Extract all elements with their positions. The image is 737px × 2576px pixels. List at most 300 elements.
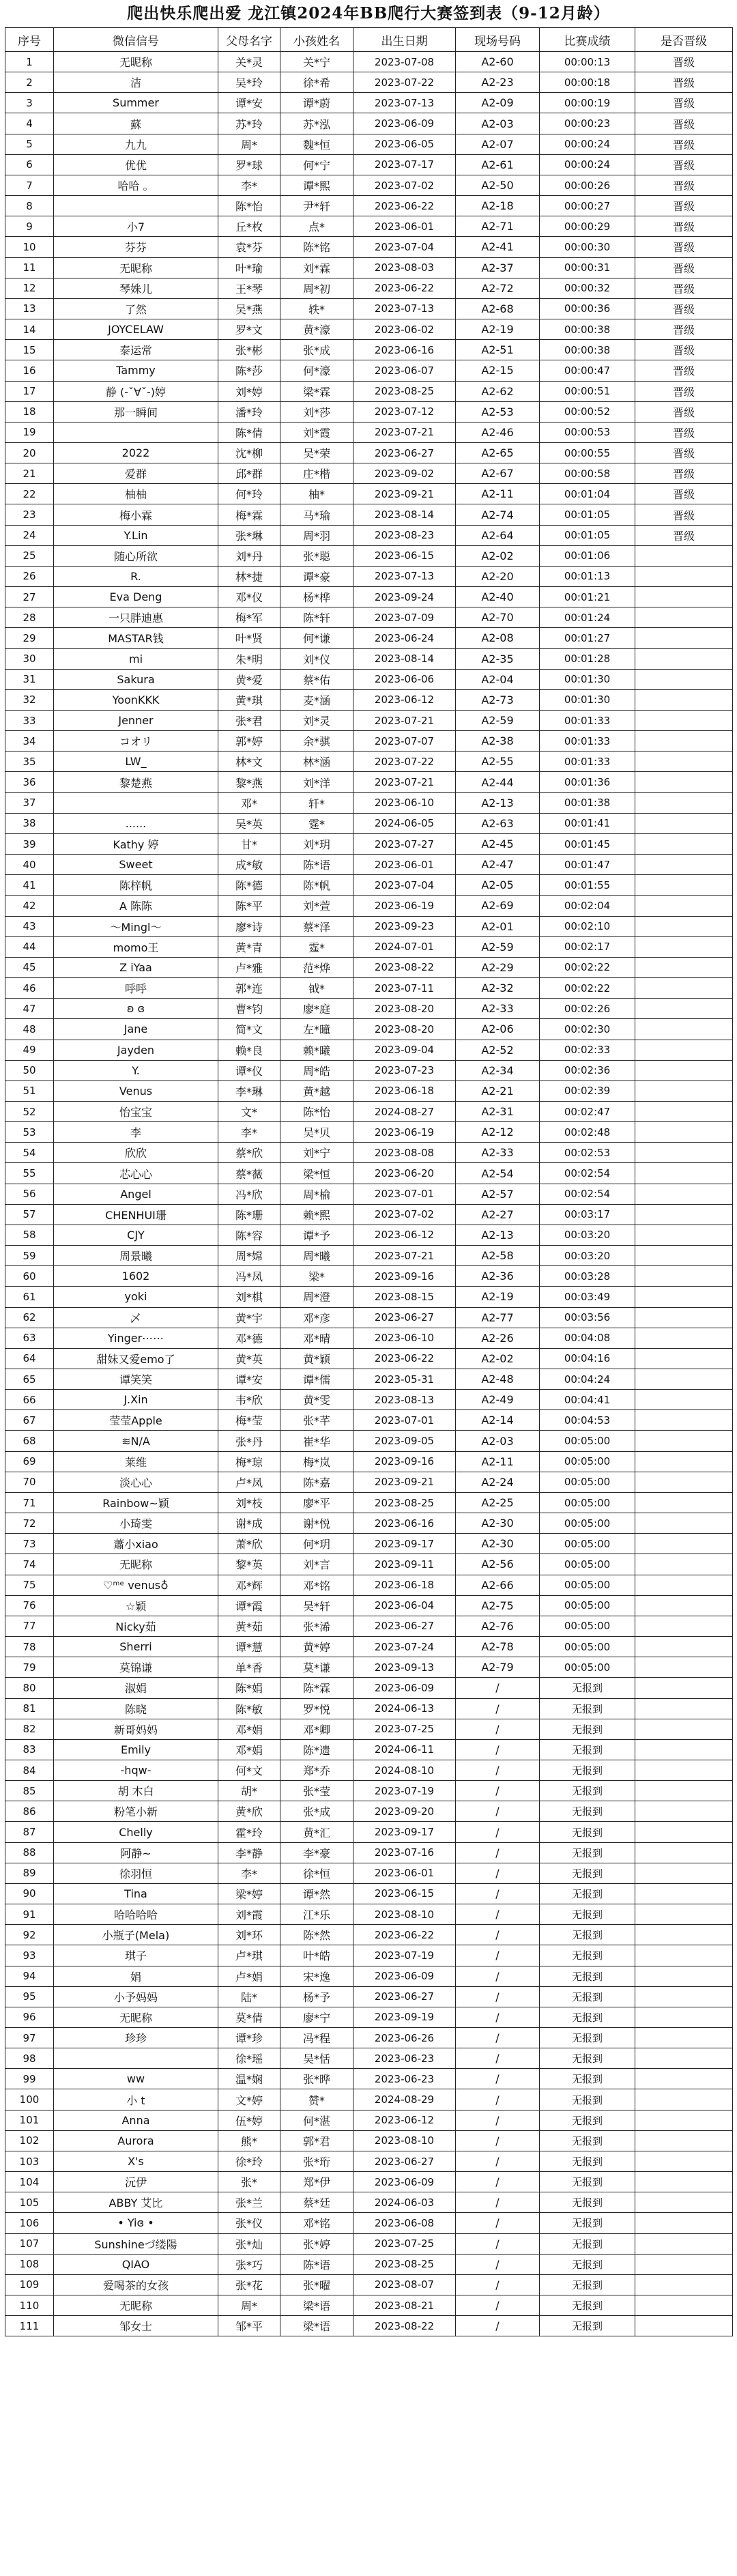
cell-birthdate: 2023-06-16 xyxy=(353,1513,456,1534)
cell-child: 谭*豪 xyxy=(280,566,353,586)
cell-parent: 刘*环 xyxy=(218,1925,280,1945)
cell-advance xyxy=(635,1925,733,1945)
cell-child: 杨*予 xyxy=(280,1986,353,2007)
cell-child: 张*晔 xyxy=(280,2069,353,2089)
cell-birthdate: 2023-07-21 xyxy=(353,1246,456,1266)
cell-advance xyxy=(635,896,733,916)
cell-advance xyxy=(635,1760,733,1780)
table-row xyxy=(5,999,733,1019)
cell-advance xyxy=(635,1739,733,1760)
table-row xyxy=(5,340,733,360)
cell-index: 85 xyxy=(5,1781,54,1801)
cell-result: 00:02:22 xyxy=(540,978,635,999)
cell-number: / xyxy=(456,2295,540,2316)
cell-index: 54 xyxy=(5,1143,54,1163)
cell-wechat: 随心所欲 xyxy=(54,545,218,566)
table-row xyxy=(5,2007,733,2027)
cell-result: 00:02:39 xyxy=(540,1081,635,1101)
cell-wechat: CHENHUI珊 xyxy=(54,1204,218,1225)
cell-parent: 冯*凤 xyxy=(218,1266,280,1287)
cell-parent: 罗*球 xyxy=(218,154,280,175)
cell-number: / xyxy=(456,2213,540,2233)
cell-wechat: Z iYaa xyxy=(54,957,218,977)
cell-advance xyxy=(635,1966,733,1986)
cell-index: 103 xyxy=(5,2151,54,2171)
cell-child: 黄*濠 xyxy=(280,319,353,340)
cell-wechat: 九九 xyxy=(54,134,218,154)
cell-child: 郭*君 xyxy=(280,2130,353,2151)
cell-result: 00:03:17 xyxy=(540,1204,635,1225)
cell-result: 00:01:41 xyxy=(540,813,635,833)
cell-birthdate: 2023-07-25 xyxy=(353,2233,456,2254)
cell-birthdate: 2023-06-24 xyxy=(353,628,456,648)
cell-child: 蔡*泽 xyxy=(280,916,353,936)
cell-result: 00:02:30 xyxy=(540,1019,635,1040)
cell-wechat: 哈哈 。 xyxy=(54,175,218,195)
cell-number: A2-03 xyxy=(456,113,540,134)
cell-birthdate: 2023-06-26 xyxy=(353,2028,456,2048)
cell-number: A2-53 xyxy=(456,401,540,422)
cell-wechat: YoonKKK xyxy=(54,689,218,710)
table-row xyxy=(5,711,733,731)
cell-birthdate: 2024-06-11 xyxy=(353,1739,456,1760)
cell-index: 1 xyxy=(5,52,54,72)
cell-child: 轶* xyxy=(280,298,353,319)
cell-birthdate: 2023-09-16 xyxy=(353,1451,456,1472)
cell-index: 55 xyxy=(5,1163,54,1184)
table-row xyxy=(5,1246,733,1266)
cell-wechat: Emily xyxy=(54,1739,218,1760)
cell-result: 无报到 xyxy=(540,1925,635,1945)
cell-advance xyxy=(635,1904,733,1925)
cell-wechat: X's xyxy=(54,2151,218,2171)
table-row xyxy=(5,936,733,957)
cell-parent: 林*捷 xyxy=(218,566,280,586)
cell-number: A2-78 xyxy=(456,1637,540,1657)
table-row xyxy=(5,93,733,113)
cell-result: 00:01:28 xyxy=(540,648,635,669)
table-row xyxy=(5,628,733,648)
cell-birthdate: 2023-08-10 xyxy=(353,1904,456,1925)
cell-advance xyxy=(635,978,733,999)
cell-wechat: 琪子 xyxy=(54,1945,218,1966)
cell-wechat: 梅小霖 xyxy=(54,504,218,525)
cell-result: 00:00:32 xyxy=(540,278,635,298)
cell-advance xyxy=(635,1019,733,1040)
table-row xyxy=(5,278,733,298)
cell-number: A2-41 xyxy=(456,237,540,257)
cell-index: 39 xyxy=(5,833,54,854)
cell-birthdate: 2023-06-23 xyxy=(353,2048,456,2069)
cell-number: A2-21 xyxy=(456,1081,540,1101)
cell-index: 89 xyxy=(5,1863,54,1883)
cell-parent: 张*兰 xyxy=(218,2192,280,2213)
cell-child: 徐*希 xyxy=(280,72,353,93)
cell-number: / xyxy=(456,1822,540,1842)
cell-wechat: 李 xyxy=(54,1122,218,1143)
cell-number: / xyxy=(456,1801,540,1822)
cell-number: A2-64 xyxy=(456,525,540,545)
cell-child: 何*谦 xyxy=(280,628,353,648)
cell-child: 吴*轩 xyxy=(280,1595,353,1616)
cell-index: 34 xyxy=(5,731,54,752)
cell-birthdate: 2023-06-02 xyxy=(353,319,456,340)
cell-child: 江*乐 xyxy=(280,1904,353,1925)
cell-parent: 谭*霞 xyxy=(218,1595,280,1616)
cell-wechat: CJY xyxy=(54,1225,218,1245)
cell-parent: 关*灵 xyxy=(218,52,280,72)
cell-number: A2-23 xyxy=(456,72,540,93)
cell-advance xyxy=(635,772,733,792)
cell-index: 69 xyxy=(5,1451,54,1472)
cell-child: 周*曦 xyxy=(280,1246,353,1266)
cell-advance xyxy=(635,2028,733,2048)
cell-child: 刘*莎 xyxy=(280,401,353,422)
cell-index: 7 xyxy=(5,175,54,195)
cell-result: 00:02:22 xyxy=(540,957,635,977)
cell-result: 00:05:00 xyxy=(540,1513,635,1534)
table-row xyxy=(5,237,733,257)
cell-birthdate: 2024-07-01 xyxy=(353,936,456,957)
cell-parent: 李* xyxy=(218,175,280,195)
cell-number: / xyxy=(456,2192,540,2213)
cell-number: A2-36 xyxy=(456,1266,540,1287)
cell-child: 梁* xyxy=(280,1266,353,1287)
cell-child: 黄*越 xyxy=(280,1081,353,1101)
cell-result: 00:00:53 xyxy=(540,422,635,442)
cell-result: 00:02:04 xyxy=(540,896,635,916)
cell-number: A2-49 xyxy=(456,1390,540,1410)
cell-index: 77 xyxy=(5,1616,54,1636)
cell-advance xyxy=(635,2213,733,2233)
cell-number: A2-34 xyxy=(456,1060,540,1081)
table-row xyxy=(5,463,733,484)
cell-number: A2-57 xyxy=(456,1184,540,1204)
cell-advance xyxy=(635,1842,733,1863)
cell-child: 周*皓 xyxy=(280,1060,353,1081)
table-row xyxy=(5,1822,733,1842)
cell-index: 28 xyxy=(5,607,54,628)
cell-number: A2-45 xyxy=(456,833,540,854)
cell-parent: 张*灿 xyxy=(218,2233,280,2254)
cell-number: A2-25 xyxy=(456,1492,540,1513)
table-row xyxy=(5,2151,733,2171)
table-row xyxy=(5,1595,733,1616)
cell-wechat: MASTAR钱 xyxy=(54,628,218,648)
table-row xyxy=(5,1925,733,1945)
cell-wechat: Sakura xyxy=(54,669,218,689)
cell-result: 00:05:00 xyxy=(540,1575,635,1595)
cell-parent: 刘*婷 xyxy=(218,381,280,401)
cell-number: A2-38 xyxy=(456,731,540,752)
cell-number: A2-50 xyxy=(456,175,540,195)
cell-wechat: Y.Lin xyxy=(54,525,218,545)
cell-number: A2-48 xyxy=(456,1369,540,1390)
cell-index: 5 xyxy=(5,134,54,154)
cell-advance xyxy=(635,1595,733,1616)
cell-index: 80 xyxy=(5,1678,54,1698)
cell-index: 63 xyxy=(5,1328,54,1348)
cell-wechat: 莫锦谦 xyxy=(54,1657,218,1678)
cell-birthdate: 2023-07-17 xyxy=(353,154,456,175)
cell-number: A2-06 xyxy=(456,1019,540,1040)
cell-birthdate: 2023-07-02 xyxy=(353,175,456,195)
cell-index: 93 xyxy=(5,1945,54,1966)
cell-parent: 黄*英 xyxy=(218,1348,280,1369)
cell-birthdate: 2023-06-15 xyxy=(353,545,456,566)
cell-advance xyxy=(635,628,733,648)
cell-result: 00:00:51 xyxy=(540,381,635,401)
cell-result: 00:05:00 xyxy=(540,1657,635,1678)
cell-parent: 韦*欣 xyxy=(218,1390,280,1410)
table-row xyxy=(5,72,733,93)
cell-result: 00:01:33 xyxy=(540,752,635,772)
cell-result: 00:04:24 xyxy=(540,1369,635,1390)
cell-child: 赞* xyxy=(280,2089,353,2110)
cell-birthdate: 2023-08-25 xyxy=(353,2254,456,2274)
cell-birthdate: 2023-07-22 xyxy=(353,72,456,93)
cell-result: 00:02:48 xyxy=(540,1122,635,1143)
cell-index: 79 xyxy=(5,1657,54,1678)
cell-number: A2-29 xyxy=(456,957,540,977)
cell-advance: 晋级 xyxy=(635,93,733,113)
cell-birthdate: 2023-06-10 xyxy=(353,1328,456,1348)
cell-wechat xyxy=(54,792,218,813)
cell-child: 刘*玥 xyxy=(280,833,353,854)
cell-birthdate: 2023-09-19 xyxy=(353,2007,456,2027)
cell-birthdate: 2023-06-15 xyxy=(353,1883,456,1904)
cell-wechat: 周景曦 xyxy=(54,1246,218,1266)
cell-child: 黄*颖 xyxy=(280,1348,353,1369)
cell-parent: 胡* xyxy=(218,1781,280,1801)
cell-index: 73 xyxy=(5,1534,54,1554)
cell-child: 刘*仪 xyxy=(280,648,353,669)
cell-child: 陈*帆 xyxy=(280,875,353,896)
table-row xyxy=(5,648,733,669)
cell-number: / xyxy=(456,2172,540,2192)
cell-number: / xyxy=(456,2151,540,2171)
cell-number: A2-44 xyxy=(456,772,540,792)
cell-wechat: 蕭小xiao xyxy=(54,1534,218,1554)
cell-result: 00:04:41 xyxy=(540,1390,635,1410)
cell-child: 马*瑜 xyxy=(280,504,353,525)
cell-birthdate: 2024-06-13 xyxy=(353,1698,456,1719)
cell-birthdate: 2023-07-27 xyxy=(353,833,456,854)
cell-index: 45 xyxy=(5,957,54,977)
cell-birthdate: 2023-06-06 xyxy=(353,669,456,689)
cell-number: A2-60 xyxy=(456,52,540,72)
cell-birthdate: 2023-06-01 xyxy=(353,855,456,875)
cell-number: A2-75 xyxy=(456,1595,540,1616)
cell-child: 梁*霖 xyxy=(280,381,353,401)
table-row xyxy=(5,52,733,72)
cell-child: 陈*怡 xyxy=(280,1101,353,1121)
table-row xyxy=(5,1307,733,1328)
cell-number: A2-65 xyxy=(456,442,540,463)
cell-child: 蔡*佑 xyxy=(280,669,353,689)
cell-result: 00:01:21 xyxy=(540,587,635,607)
cell-number: A2-24 xyxy=(456,1472,540,1492)
cell-advance: 晋级 xyxy=(635,113,733,134)
cell-advance: 晋级 xyxy=(635,196,733,216)
cell-index: 36 xyxy=(5,772,54,792)
cell-child: 陈*语 xyxy=(280,855,353,875)
cell-birthdate: 2023-06-18 xyxy=(353,1081,456,1101)
cell-index: 20 xyxy=(5,442,54,463)
cell-advance xyxy=(635,2007,733,2027)
cell-advance xyxy=(635,1883,733,1904)
table-row xyxy=(5,134,733,154)
cell-advance: 晋级 xyxy=(635,298,733,319)
cell-index: 2 xyxy=(5,72,54,93)
table-row xyxy=(5,1637,733,1657)
cell-advance xyxy=(635,1369,733,1390)
cell-advance: 晋级 xyxy=(635,484,733,504)
cell-parent: 李*琳 xyxy=(218,1081,280,1101)
cell-index: 78 xyxy=(5,1637,54,1657)
cell-result: 00:00:31 xyxy=(540,257,635,278)
cell-advance: 晋级 xyxy=(635,134,733,154)
cell-parent: 李* xyxy=(218,1863,280,1883)
cell-birthdate: 2023-09-02 xyxy=(353,463,456,484)
cell-index: 70 xyxy=(5,1472,54,1492)
cell-result: 00:01:30 xyxy=(540,689,635,710)
cell-child: 梅*岚 xyxy=(280,1451,353,1472)
cell-child: 刘*霖 xyxy=(280,257,353,278)
cell-advance xyxy=(635,2130,733,2151)
table-row xyxy=(5,1657,733,1678)
table-row xyxy=(5,2295,733,2316)
cell-result: 无报到 xyxy=(540,2192,635,2213)
cell-birthdate: 2023-08-14 xyxy=(353,504,456,525)
cell-wechat: 粉笔小新 xyxy=(54,1801,218,1822)
table-row xyxy=(5,1163,733,1184)
cell-number: A2-13 xyxy=(456,1225,540,1245)
cell-number: / xyxy=(456,2089,540,2110)
cell-number: A2-11 xyxy=(456,484,540,504)
cell-parent: 何*文 xyxy=(218,1760,280,1780)
cell-number: A2-01 xyxy=(456,916,540,936)
cell-parent: 刘*霞 xyxy=(218,1904,280,1925)
cell-child: 谭*予 xyxy=(280,1225,353,1245)
cell-child: 邓*彦 xyxy=(280,1307,353,1328)
cell-parent: 叶*瑜 xyxy=(218,257,280,278)
cell-number: / xyxy=(456,1904,540,1925)
cell-advance xyxy=(635,1307,733,1328)
cell-parent: 何*玲 xyxy=(218,484,280,504)
cell-child: 冯*程 xyxy=(280,2028,353,2048)
cell-result: 无报到 xyxy=(540,1945,635,1966)
table-row xyxy=(5,1204,733,1225)
cell-advance xyxy=(635,916,733,936)
cell-index: 32 xyxy=(5,689,54,710)
table-row xyxy=(5,1101,733,1121)
cell-parent: 张*仪 xyxy=(218,2213,280,2233)
cell-index: 91 xyxy=(5,1904,54,1925)
cell-number: / xyxy=(456,2069,540,2089)
cell-parent: 邓*娟 xyxy=(218,1719,280,1739)
cell-birthdate: 2023-06-23 xyxy=(353,2069,456,2089)
table-row xyxy=(5,2192,733,2213)
cell-child: 廖*平 xyxy=(280,1492,353,1513)
cell-parent: 梅*琼 xyxy=(218,1451,280,1472)
cell-parent: 卢*雅 xyxy=(218,957,280,977)
cell-index: 3 xyxy=(5,93,54,113)
cell-index: 56 xyxy=(5,1184,54,1204)
cell-result: 无报到 xyxy=(540,2007,635,2027)
cell-number: A2-11 xyxy=(456,1451,540,1472)
cell-result: 00:01:05 xyxy=(540,525,635,545)
cell-number: / xyxy=(456,2007,540,2027)
table-row xyxy=(5,1904,733,1925)
cell-advance xyxy=(635,1986,733,2007)
table-row xyxy=(5,1883,733,1904)
cell-parent: 黄*爱 xyxy=(218,669,280,689)
cell-birthdate: 2023-07-12 xyxy=(353,401,456,422)
cell-result: 无报到 xyxy=(540,2110,635,2130)
cell-index: 109 xyxy=(5,2274,54,2295)
header-child: 小孩姓名 xyxy=(280,28,353,52)
cell-index: 41 xyxy=(5,875,54,896)
cell-birthdate: 2023-07-24 xyxy=(353,1637,456,1657)
table-row xyxy=(5,545,733,566)
cell-number: / xyxy=(456,2028,540,2048)
cell-result: 00:01:30 xyxy=(540,669,635,689)
cell-child: 刘*灵 xyxy=(280,711,353,731)
cell-number: / xyxy=(456,1760,540,1780)
cell-number: A2-40 xyxy=(456,587,540,607)
cell-number: A2-33 xyxy=(456,999,540,1019)
cell-child: 余*骐 xyxy=(280,731,353,752)
cell-index: 19 xyxy=(5,422,54,442)
cell-child: 廖*宁 xyxy=(280,2007,353,2027)
cell-result: 00:01:27 xyxy=(540,628,635,648)
cell-birthdate: 2023-07-04 xyxy=(353,875,456,896)
cell-advance: 晋级 xyxy=(635,52,733,72)
cell-result: 无报到 xyxy=(540,2130,635,2151)
cell-advance: 晋级 xyxy=(635,175,733,195)
cell-advance: 晋级 xyxy=(635,216,733,237)
header-wechat: 微信信号 xyxy=(54,28,218,52)
cell-number: A2-07 xyxy=(456,134,540,154)
cell-result: 无报到 xyxy=(540,2069,635,2089)
cell-advance xyxy=(635,875,733,896)
table-row xyxy=(5,113,733,134)
table-row xyxy=(5,1472,733,1492)
cell-number: A2-72 xyxy=(456,278,540,298)
cell-index: 26 xyxy=(5,566,54,586)
cell-parent: 梅*霖 xyxy=(218,504,280,525)
cell-child: 张*成 xyxy=(280,1801,353,1822)
cell-number: A2-59 xyxy=(456,936,540,957)
cell-wechat: 爱群 xyxy=(54,463,218,484)
cell-child: 何*玥 xyxy=(280,1534,353,1554)
table-row xyxy=(5,2110,733,2130)
cell-advance xyxy=(635,731,733,752)
cell-child: 陈*语 xyxy=(280,2254,353,2274)
cell-birthdate: 2023-09-24 xyxy=(353,587,456,607)
cell-advance xyxy=(635,1616,733,1636)
cell-wechat: QIAO xyxy=(54,2254,218,2274)
cell-advance xyxy=(635,1204,733,1225)
cell-result: 00:03:20 xyxy=(540,1225,635,1245)
cell-result: 00:00:36 xyxy=(540,298,635,319)
cell-parent: 张*彬 xyxy=(218,340,280,360)
cell-index: 68 xyxy=(5,1431,54,1451)
cell-number: A2-19 xyxy=(456,1287,540,1307)
cell-number: A2-30 xyxy=(456,1534,540,1554)
cell-advance xyxy=(635,1410,733,1431)
